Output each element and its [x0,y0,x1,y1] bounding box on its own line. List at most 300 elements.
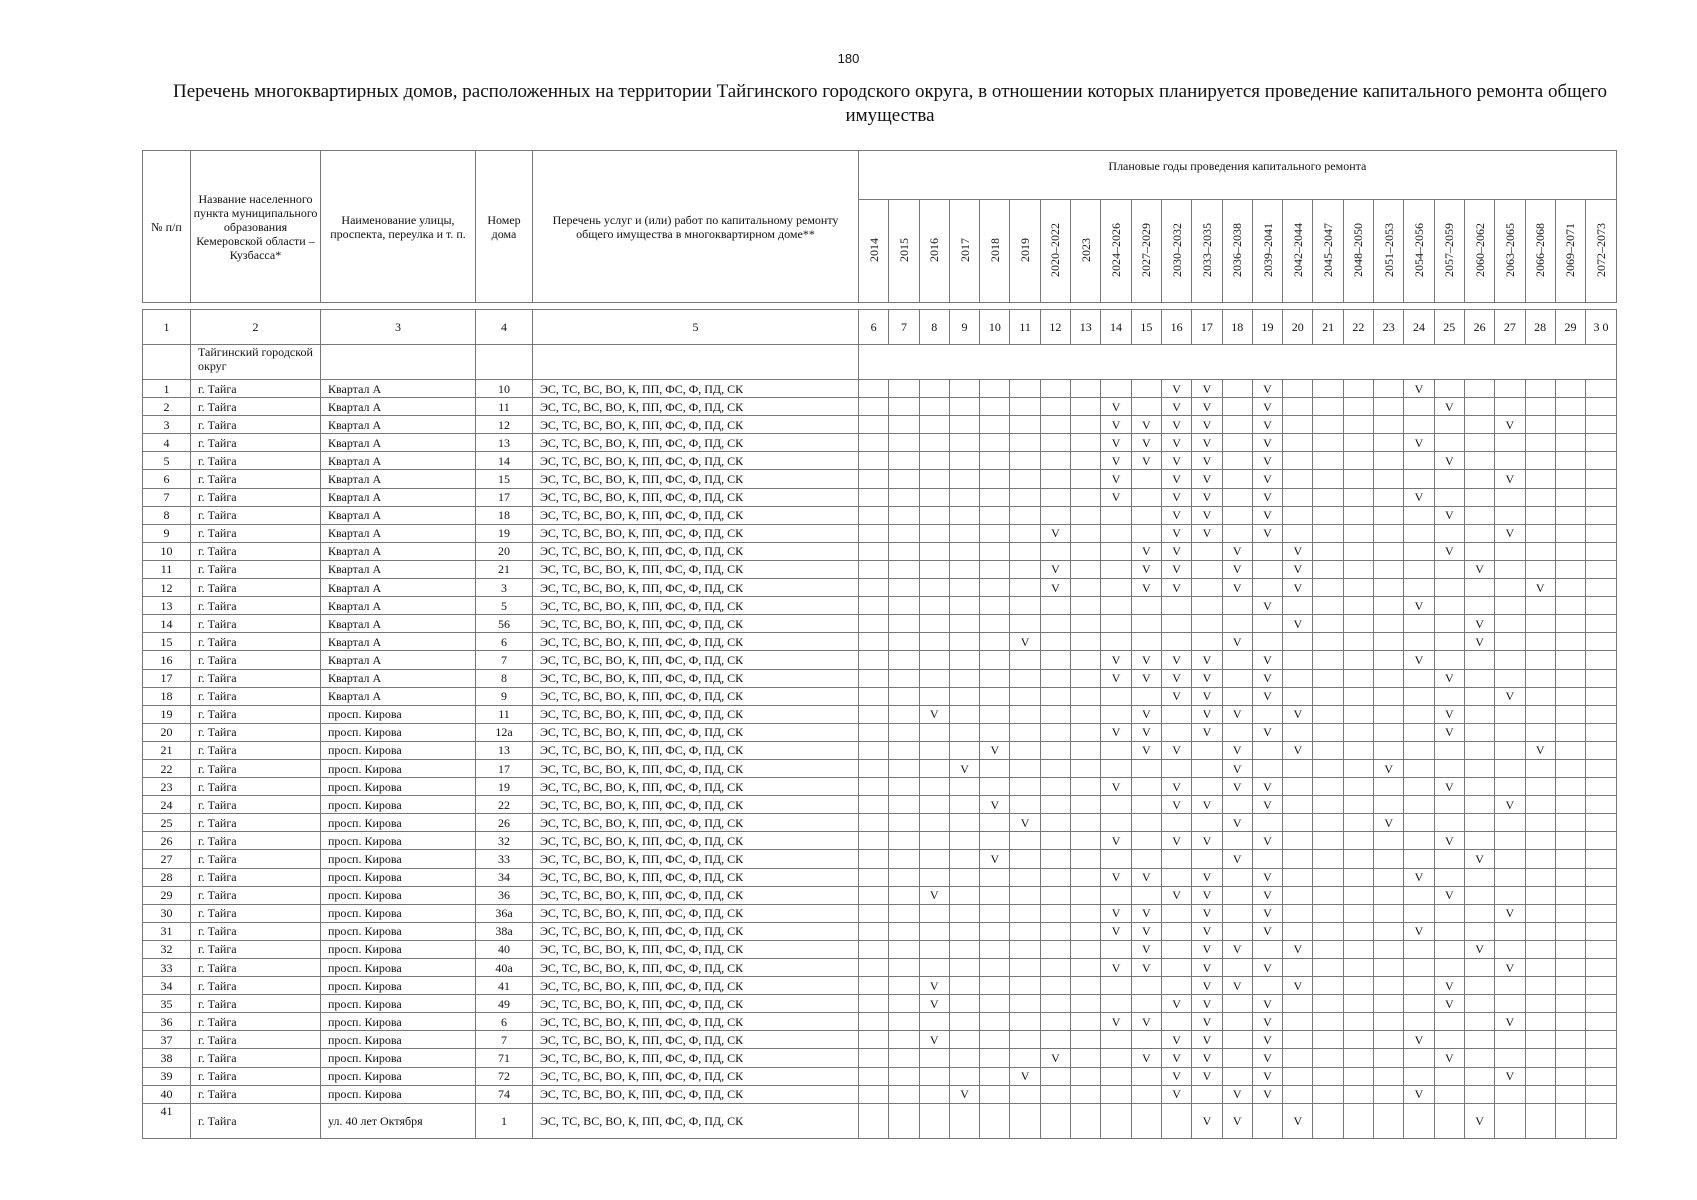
repair-mark: V [1010,633,1040,651]
row-city: г. Тайга [191,488,321,506]
year-cell [859,524,889,542]
row-street: Квартал А [321,687,476,705]
year-cell [1283,1085,1313,1103]
year-cell [889,651,919,669]
row-house: 22 [476,796,533,814]
column-number: 7 [889,310,919,345]
row-works: ЭС, ТС, ВС, ВО, К, ПП, ФС, Ф, ПД, СК [533,669,859,687]
repair-mark: V [1131,579,1161,597]
repair-mark: V [1161,886,1191,904]
repair-mark: V [1252,524,1282,542]
year-cell [949,814,979,832]
repair-mark: V [1252,868,1282,886]
year-cell [1101,940,1131,958]
year-cell [919,723,949,741]
row-city: г. Тайга [191,922,321,940]
year-cell [980,633,1010,651]
separator-cell [143,303,1617,310]
row-city: г. Тайга [191,796,321,814]
year-cell [1222,886,1252,904]
year-cell [1071,633,1101,651]
year-cell [1040,398,1070,416]
year-cell [949,615,979,633]
year-cell [1101,1067,1131,1085]
row-number: 36 [143,1013,191,1031]
table-row [143,922,1617,940]
repair-mark: V [980,796,1010,814]
year-cell [859,560,889,578]
repair-mark: V [1434,542,1464,560]
year-cell [1071,832,1101,850]
repair-mark: V [980,741,1010,759]
year-cell [1313,579,1343,597]
year-cell [1343,669,1373,687]
header-year [1010,200,1040,303]
year-cell [1101,524,1131,542]
year-cell [1374,1067,1404,1085]
year-cell [1374,705,1404,723]
repair-mark: V [1434,778,1464,796]
year-cell [980,959,1010,977]
year-cell [1071,1013,1101,1031]
year-cell [889,1049,919,1067]
header-separator [143,303,1617,310]
year-cell [1010,759,1040,777]
group-label: Тайгинский городской округ [191,345,321,380]
year-cell [980,1031,1010,1049]
repair-mark: V [1252,922,1282,940]
year-cell [1404,687,1434,705]
year-cell [1161,814,1191,832]
year-cell [1192,615,1222,633]
row-number: 10 [143,542,191,560]
year-cell [980,560,1010,578]
row-street: просп. Кирова [321,959,476,977]
row-city: г. Тайга [191,759,321,777]
year-cell [1343,995,1373,1013]
header-year [859,200,889,303]
year-cell [1343,850,1373,868]
table-row [143,416,1617,434]
year-cell [919,488,949,506]
repair-mark: V [1131,560,1161,578]
repair-mark: V [1434,1049,1464,1067]
year-cell [1464,434,1494,452]
year-cell [1101,995,1131,1013]
year-cell [1131,597,1161,615]
repair-mark: V [1222,940,1252,958]
year-cell [1374,651,1404,669]
year-cell [1222,524,1252,542]
year-cell [1192,560,1222,578]
year-cell [1283,832,1313,850]
repair-mark: V [1161,796,1191,814]
year-cell [949,579,979,597]
year-cell [1222,1013,1252,1031]
year-cell [1555,814,1585,832]
year-cell [1525,597,1555,615]
table-row [143,850,1617,868]
year-cell [1495,434,1525,452]
year-cell [1495,615,1525,633]
repair-schedule-table [142,150,1617,1139]
year-cell [1040,741,1070,759]
year-cell [1101,796,1131,814]
repair-mark: V [1404,1031,1434,1049]
year-cell [1131,488,1161,506]
repair-mark: V [1252,470,1282,488]
year-cell [1525,1103,1555,1138]
year-cell [1313,434,1343,452]
year-cell [1586,741,1617,759]
year-cell [1313,488,1343,506]
year-cell [859,959,889,977]
header-year [919,200,949,303]
year-cell [1313,995,1343,1013]
year-cell [859,416,889,434]
year-cell [889,1067,919,1085]
table-row [143,977,1617,995]
year-cell [980,669,1010,687]
year-cell [980,615,1010,633]
column-number: 20 [1283,310,1313,345]
year-cell [859,1085,889,1103]
year-cell [949,723,979,741]
row-works: ЭС, ТС, ВС, ВО, К, ПП, ФС, Ф, ПД, СК [533,759,859,777]
group-num-cell [143,345,191,380]
group-street-cell [321,345,476,380]
year-cell [1071,615,1101,633]
year-cell [1434,1067,1464,1085]
year-cell [1222,452,1252,470]
year-cell [1222,1049,1252,1067]
year-cell [1131,814,1161,832]
year-cell [1586,687,1617,705]
year-cell [1071,560,1101,578]
year-cell [859,380,889,398]
year-cell [1101,741,1131,759]
repair-mark: V [1495,416,1525,434]
repair-mark: V [1192,868,1222,886]
row-city: г. Тайга [191,1013,321,1031]
table-row [143,398,1617,416]
year-cell [889,542,919,560]
row-works: ЭС, ТС, ВС, ВО, К, ПП, ФС, Ф, ПД, СК [533,597,859,615]
year-cell [980,380,1010,398]
year-cell [1343,1085,1373,1103]
year-cell [919,506,949,524]
year-cell [980,597,1010,615]
header-year-label: 2033–2035 [1199,222,1214,277]
repair-mark: V [1161,524,1191,542]
repair-mark: V [1101,398,1131,416]
year-cell [1374,669,1404,687]
year-cell [1101,506,1131,524]
year-cell [859,615,889,633]
year-cell [1374,524,1404,542]
year-cell [1374,579,1404,597]
year-cell [1586,1103,1617,1138]
repair-mark: V [1283,705,1313,723]
year-cell [1586,380,1617,398]
year-cell [1161,759,1191,777]
year-cell [919,615,949,633]
table-row [143,560,1617,578]
column-number: 16 [1161,310,1191,345]
year-cell [949,651,979,669]
year-cell [1222,959,1252,977]
row-house: 13 [476,741,533,759]
repair-mark: V [1131,940,1161,958]
year-cell [1313,506,1343,524]
year-cell [1343,796,1373,814]
year-cell [859,1031,889,1049]
year-cell [949,977,979,995]
year-cell [1071,778,1101,796]
repair-mark: V [1525,579,1555,597]
year-cell [1525,669,1555,687]
row-house: 17 [476,759,533,777]
repair-mark: V [1131,868,1161,886]
header-street: Наименование улицы, проспекта, переулка и т. п. [321,151,476,303]
row-city: г. Тайга [191,814,321,832]
year-cell [1495,597,1525,615]
year-cell [1071,524,1101,542]
year-cell [1404,1049,1434,1067]
year-cell [1495,633,1525,651]
year-cell [1374,380,1404,398]
repair-mark: V [1010,814,1040,832]
year-cell [889,488,919,506]
column-number: 15 [1131,310,1161,345]
year-cell [1525,560,1555,578]
column-number: 10 [980,310,1010,345]
year-cell [1434,759,1464,777]
year-cell [889,868,919,886]
repair-mark: V [980,850,1010,868]
row-works: ЭС, ТС, ВС, ВО, К, ПП, ФС, Ф, ПД, СК [533,470,859,488]
year-cell [889,723,919,741]
year-cell [1525,687,1555,705]
year-cell [1040,651,1070,669]
year-cell [1222,832,1252,850]
year-cell [949,868,979,886]
repair-mark: V [1525,741,1555,759]
year-cell [1283,1031,1313,1049]
year-cell [1374,416,1404,434]
year-cell [1283,452,1313,470]
year-cell [1495,705,1525,723]
repair-mark: V [1131,416,1161,434]
year-cell [1525,759,1555,777]
year-cell [1464,687,1494,705]
year-cell [1586,1067,1617,1085]
row-city: г. Тайга [191,741,321,759]
column-number: 22 [1343,310,1373,345]
row-works: ЭС, ТС, ВС, ВО, К, ПП, ФС, Ф, ПД, СК [533,832,859,850]
year-cell [859,542,889,560]
year-cell [1010,615,1040,633]
year-cell [1464,1049,1494,1067]
year-cell [1192,778,1222,796]
year-cell [1555,1103,1585,1138]
year-cell [1464,705,1494,723]
repair-mark: V [1192,904,1222,922]
column-number: 2 [191,310,321,345]
year-cell [1586,416,1617,434]
repair-mark: V [1464,1103,1494,1138]
row-street: Квартал А [321,380,476,398]
year-cell [949,669,979,687]
year-cell [1131,506,1161,524]
repair-mark: V [1192,995,1222,1013]
year-cell [1101,560,1131,578]
row-city: г. Тайга [191,579,321,597]
year-cell [1313,723,1343,741]
year-cell [1404,1013,1434,1031]
row-house: 19 [476,524,533,542]
year-cell [889,796,919,814]
year-cell [889,850,919,868]
year-cell [889,669,919,687]
year-cell [1192,759,1222,777]
year-cell [1586,850,1617,868]
year-cell [1404,524,1434,542]
repair-mark: V [1131,705,1161,723]
year-cell [1313,868,1343,886]
year-cell [1010,651,1040,669]
year-cell [1343,687,1373,705]
year-cell [1252,741,1282,759]
year-cell [949,886,979,904]
year-cell [1586,904,1617,922]
header-year-label: 2048–2050 [1351,222,1366,277]
repair-mark: V [1495,904,1525,922]
year-cell [1252,579,1282,597]
year-cell [889,398,919,416]
year-cell [1555,723,1585,741]
row-house: 21 [476,560,533,578]
row-number: 4 [143,434,191,452]
year-cell [980,940,1010,958]
year-cell [1101,542,1131,560]
year-cell [1555,832,1585,850]
year-cell [919,832,949,850]
year-cell [1555,1049,1585,1067]
year-cell [949,488,979,506]
year-cell [1464,886,1494,904]
year-cell [949,687,979,705]
row-works: ЭС, ТС, ВС, ВО, К, ПП, ФС, Ф, ПД, СК [533,687,859,705]
year-cell [1434,814,1464,832]
year-cell [1555,542,1585,560]
year-cell [1283,669,1313,687]
row-works: ЭС, ТС, ВС, ВО, К, ПП, ФС, Ф, ПД, СК [533,1067,859,1085]
year-cell [859,669,889,687]
year-cell [1555,741,1585,759]
year-cell [919,759,949,777]
repair-mark: V [1161,741,1191,759]
repair-mark: V [1252,434,1282,452]
year-cell [919,814,949,832]
row-city: г. Тайга [191,850,321,868]
row-works: ЭС, ТС, ВС, ВО, К, ПП, ФС, Ф, ПД, СК [533,651,859,669]
year-cell [1586,470,1617,488]
table-row [143,995,1617,1013]
repair-mark: V [1222,741,1252,759]
year-cell [1374,995,1404,1013]
year-cell [1404,579,1434,597]
year-cell [1071,380,1101,398]
year-cell [919,796,949,814]
row-street: просп. Кирова [321,1031,476,1049]
repair-mark: V [1222,633,1252,651]
year-cell [1040,615,1070,633]
year-cell [859,488,889,506]
year-cell [1040,633,1070,651]
table-row [143,832,1617,850]
year-cell [1040,940,1070,958]
year-cell [1464,1067,1494,1085]
row-house: 71 [476,1049,533,1067]
year-cell [1525,814,1555,832]
year-cell [1040,1013,1070,1031]
year-cell [949,1049,979,1067]
repair-mark: V [1222,759,1252,777]
year-cell [1404,778,1434,796]
year-cell [1040,452,1070,470]
year-cell [889,759,919,777]
year-cell [980,452,1010,470]
year-cell [1434,470,1464,488]
year-cell [980,868,1010,886]
year-cell [1343,560,1373,578]
year-cell [919,470,949,488]
header-year [949,200,979,303]
year-cell [1313,380,1343,398]
year-cell [1101,1049,1131,1067]
year-cell [919,398,949,416]
year-cell [1555,995,1585,1013]
row-house: 72 [476,1067,533,1085]
year-cell [1555,1085,1585,1103]
year-cell [859,814,889,832]
row-house: 33 [476,850,533,868]
year-cell [1525,633,1555,651]
year-cell [1192,633,1222,651]
column-number-row [143,310,1617,345]
year-cell [1131,524,1161,542]
year-cell [1101,579,1131,597]
row-works: ЭС, ТС, ВС, ВО, К, ПП, ФС, Ф, ПД, СК [533,705,859,723]
row-number: 11 [143,560,191,578]
repair-mark: V [1222,579,1252,597]
year-cell [1495,579,1525,597]
year-cell [1071,416,1101,434]
repair-mark: V [1222,977,1252,995]
header-year [1464,200,1494,303]
year-cell [980,1013,1010,1031]
year-cell [1374,778,1404,796]
year-cell [1525,977,1555,995]
table-row [143,886,1617,904]
year-cell [919,416,949,434]
table-row [143,778,1617,796]
year-cell [1464,380,1494,398]
header-years-group: Плановые годы проведения капитального ремонта [859,151,1617,200]
table-row [143,669,1617,687]
repair-mark: V [1161,651,1191,669]
